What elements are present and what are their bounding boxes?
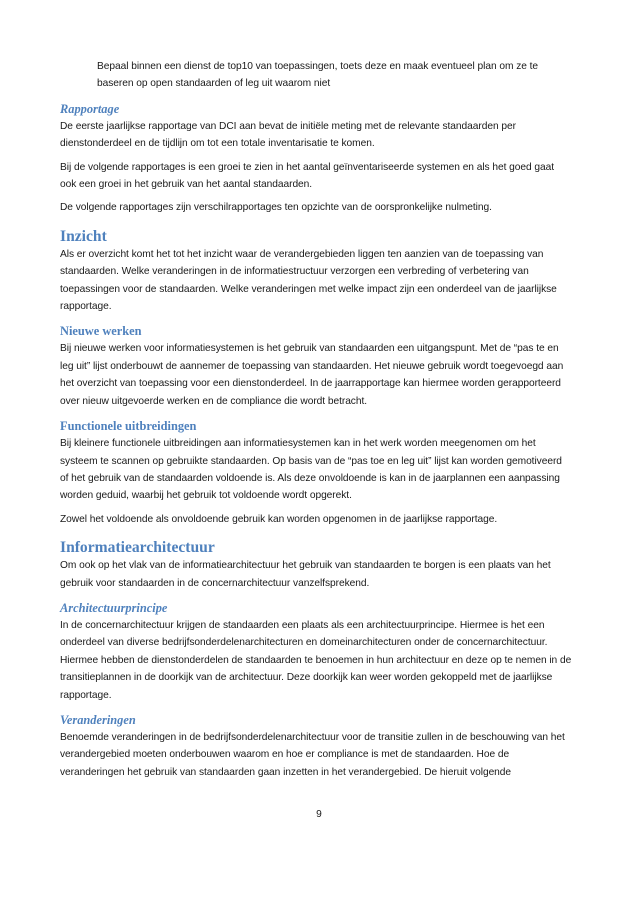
rapportage-paragraph-2: Bij de volgende rapportages is een groei te zien in het aantal geïnventariseerde systemen en als het goed gaat ook een groei in het gebruik van het aantal standaarden.	[60, 161, 555, 191]
heading-architectuurprincipe: Architectuurprincipe	[60, 600, 168, 615]
rapportage-paragraph-3: De volgende rapportages zijn verschilrapportages ten opzichte van de oorspronkelijke nulmeting.	[60, 202, 492, 214]
heading-veranderingen: Veranderingen	[60, 712, 136, 727]
heading-inzicht: Inzicht	[60, 227, 107, 245]
heading-functionele-uitbreidingen: Functionele uitbreidingen	[60, 419, 197, 434]
inzicht-paragraph-1: Als er overzicht komt het tot het inzicht waar de verandergebieden liggen ten aanzien van de toepassing van standaarden. Welke veranderingen in de informatiestructuur verzorgen een verbreding of verbetering van toepassingen voor de standaarden. Welke veranderingen met welke impact zijn een onderdeel van de jaarlijkse rapportage.	[60, 248, 557, 313]
page-number: 9	[316, 809, 322, 820]
heading-informatiearchitectuur: Informatiearchitectuur	[60, 539, 215, 557]
architectuurprincipe-paragraph-1: In de concernarchitectuur krijgen de standaarden een plaats als een architectuurprincipe. Hiermee is het een onderdeel van diverse bedrijfsonderdelenarchitecturen en domeinarchitecturen onder de concernarchitectuur. Hiermee hebben de dienstonderdelen de standaarden te benoemen in hun architectuur en deze op te nemen in de transitieplannen in de doorkijk van de architectuur. Deze doorkijk kan weer worden gekoppeld met de jaarlijkse rapportage.	[60, 619, 572, 701]
functionele-paragraph-2: Zowel het voldoende als onvoldoende gebruik kan worden opgenomen in de jaarlijkse rapportage.	[60, 513, 498, 525]
heading-nieuwe-werken: Nieuwe werken	[60, 324, 142, 339]
veranderingen-paragraph-1: Benoemde veranderingen in de bedrijfsonderdelenarchitectuur voor de transitie zullen in de beschouwing van het verandergebied moeten onderbouwen waarom en hoe er compliance is met de standaarden. Hoe de veranderingen het gebruik van standaarden gaan inzetten in het verandergebied. De hieruit volgende	[60, 731, 565, 778]
intro-paragraph: Bepaal binnen een dienst de top10 van toepassingen, toets deze en maak eventueel plan om ze te baseren op open standaarden of leg uit waarom niet	[97, 61, 539, 90]
rapportage-paragraph-1: De eerste jaarlijkse rapportage van DCI aan bevat de initiële meting met de relevante standaarden per dienstonderdeel en de tijdlijn om tot een totale inventarisatie te komen.	[60, 120, 516, 150]
informatiearchitectuur-paragraph-1: Om ook op het vlak van de informatiearchitectuur het gebruik van standaarden te borgen is een plaats van het gebruik voor standaarden in de concernarchitectuur vanzelfsprekend.	[60, 560, 551, 589]
heading-rapportage: Rapportage	[60, 101, 120, 116]
functionele-paragraph-1: Bij kleinere functionele uitbreidingen aan informatiesystemen kan in het werk worden meegenomen om het systeem te scannen op gebruikte standaarden. Op basis van de “pas toe en leg uit” lijst kan worden gemotiveerd of het gebruik van de standaarden voldoende is. Als deze onvoldoende is kan in de jaarplannen een aanpassing worden geduid, waarbij het gebruik tot voldoende wordt opgerekt.	[60, 438, 562, 502]
nieuwe-werken-paragraph-1: Bij nieuwe werken voor informatiesystemen is het gebruik van standaarden een uitgangspunt. Met de “pas te en leg uit” lijst onderbouwt de aannemer de toepassing van standaarden. Het nieuwe gebruik wordt toegevoegd aan het overzicht van toepassing voor een dienstonderdeel. In de jaarrapportage kan hiermee worden gerapporteerd over nieuw uitgevoerde werken en de compliance die wordt betracht.	[60, 343, 564, 407]
